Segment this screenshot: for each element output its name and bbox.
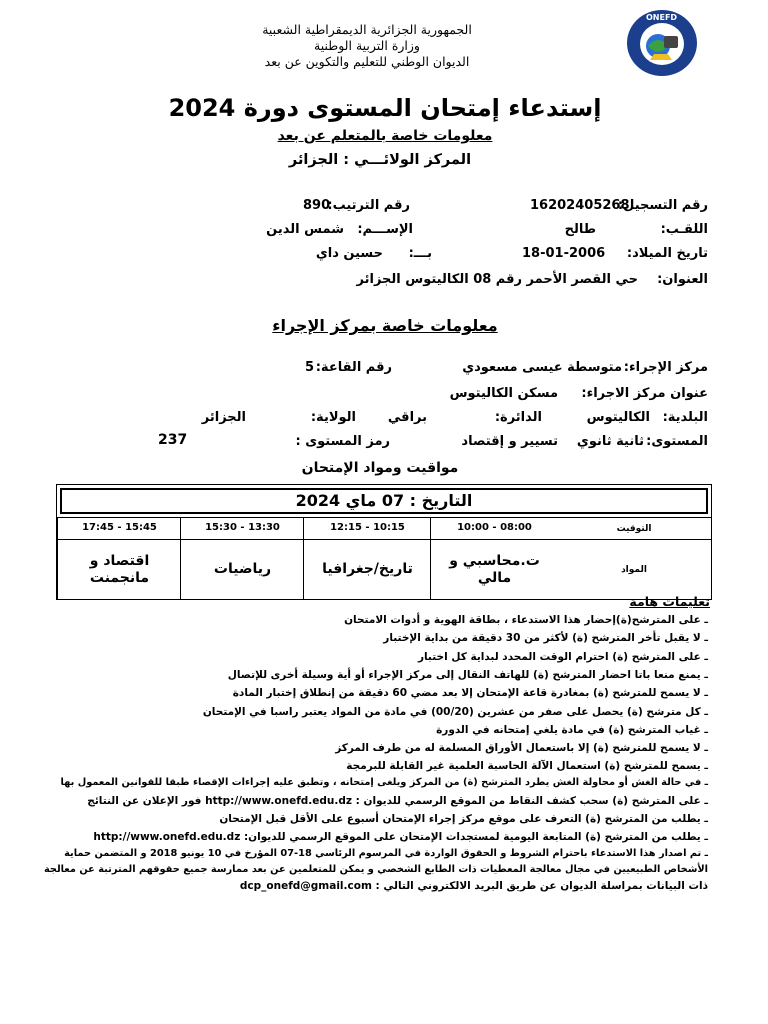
level-label: المستوى: — [646, 434, 708, 449]
instruction-item: ـ غياب المترشح (ة) في مادة يلغي إمتحانه في الدورة — [436, 724, 708, 736]
logo-text: ONEFD — [646, 13, 678, 22]
time-slot-3: 13:30 - 15:30 — [180, 517, 304, 539]
time-slot-4: 15:45 - 17:45 — [57, 517, 181, 539]
room-value: 5 — [305, 360, 315, 375]
subject-2: تاريخ/جغرافيا — [303, 539, 431, 599]
firstname-value: شمس الدين — [266, 222, 344, 237]
subject-3: رياضيات — [180, 539, 304, 599]
reg-number-value: 16202405268 — [530, 198, 630, 213]
schedule-table — [56, 484, 712, 600]
time-slot-1: 08:00 - 10:00 — [430, 517, 558, 539]
wilaya-label: الولاية: — [310, 410, 356, 425]
regional-center: المركز الولائـــي : الجزائر — [288, 152, 472, 168]
subject-1: ت.محاسبي و مالي — [430, 539, 558, 599]
instruction-item: ـ يطلب من المترشح (ة) المتابعة اليومية لمستجدات الإمتحان على الموقع الرسمي للديوان: http://www.onefd.edu.dz — [93, 831, 708, 843]
instruction-item: ـ لا يسمح للمترشح (ة) إلا باستعمال الأوراق المسلمة له من طرف المركز — [335, 742, 708, 754]
daira-label: الدائرة: — [494, 410, 542, 425]
address-label: العنوان: — [657, 272, 708, 287]
instruction-item: ـ تم اصدار هذا الاستدعاء باحترام الشروط و الحقوق الواردة في المرسوم الرئاسي 18-07 المؤرخ في 10 يونيو 2018 و المتضمن حماية — [64, 848, 708, 859]
address-value: حي القصر الأحمر رقم 08 الكاليتوس الجزائر — [356, 272, 638, 287]
exam-center-address-label: عنوان مركز الاجراء: — [581, 386, 708, 401]
instruction-item: ـ يمنع منعا باتا احضار المترشح (ة) للهاتف النقال إلى مركز الإجراء أو أية وسيلة أخرى للإتصال — [227, 669, 708, 681]
level-code-value: 237 — [158, 432, 188, 448]
instruction-item: الأشخاص الطبيعيين في مجال معالجة المعطيات ذات الطابع الشخصي و يمكن للمتعلمين عن بعد ممارسة جميع حقوقهم المترتبة عن معالجة — [43, 864, 708, 875]
reg-number-label: رقم التسجيل: — [617, 198, 708, 213]
instruction-item: ـ يسمح للمترشح (ة) استعمال الآلة الحاسبة العلمية غير القابلة للبرمجة — [346, 760, 708, 772]
level-code-label: رمز المستوى : — [295, 434, 390, 449]
exam-center-label: مركز الإجراء: — [623, 360, 708, 375]
subject-label-cell: المواد — [557, 539, 711, 599]
time-slot-2: 10:15 - 12:15 — [303, 517, 431, 539]
lastname-label: اللقـب: — [660, 222, 708, 237]
wilaya-value: الجزائر — [201, 410, 246, 425]
stream-value: تسيير و إقتصاد — [461, 434, 558, 449]
exam-center-value: متوسطة عيسى مسعودي — [462, 360, 622, 375]
exam-center-address-value: مسكن الكاليتوس — [449, 386, 558, 401]
government-header — [262, 22, 472, 70]
dob-label: تاريخ الميلاد: — [626, 246, 708, 261]
lastname-value: طالح — [564, 222, 596, 237]
exam-date: التاريخ : 07 ماي 2024 — [60, 488, 708, 514]
daira-value: براقي — [387, 410, 427, 425]
page-title: إستدعاء إمتحان المستوى دورة 2024 — [168, 94, 602, 122]
commune-value: الكاليتوس — [586, 410, 650, 425]
level-value: ثانية ثانوي — [576, 434, 644, 449]
firstname-label: الإســـم: — [357, 222, 413, 237]
schedule-title: مواقيت ومواد الإمتحان — [301, 460, 459, 476]
instruction-item: ـ كل مترشح (ة) يحصل على صفر من عشرين (00/20) في مادة من المواد يعتبر راسبا في الإمتحان — [202, 706, 708, 718]
header-line-ministry: وزارة التربية الوطنية — [314, 38, 420, 53]
pob-value: حسين داي — [315, 246, 383, 261]
commune-label: البلدية: — [662, 410, 708, 425]
rank-value: 890 — [303, 198, 331, 213]
instruction-item: ـ على المترشح (ة) سحب كشف النقاط من الموقع الرسمي للديوان : http://www.onefd.edu.dz فور الإعلان عن النتائج — [87, 795, 708, 807]
dob-value: 18-01-2006 — [522, 246, 606, 261]
header-line-office: الديوان الوطني للتعليم والتكوين عن بعد — [264, 54, 470, 69]
header-line-republic: الجمهورية الجزائرية الديمقراطية الشعبية — [262, 22, 472, 37]
exam-center-section-title: معلومات خاصة بمركز الإجراء — [272, 316, 498, 335]
room-label: رقم القاعة: — [315, 360, 392, 375]
instruction-item: ـ يطلب من المترشح (ة) التعرف على موقع مركز إجراء الإمتحان أسبوع على الأقل قبل الإمتحان — [219, 813, 708, 825]
instruction-item: ـ لا يقبل تأخر المترشح (ة) لأكثر من 30 دقيقة من بداية الإختبار — [383, 632, 708, 644]
subject-4: اقتصاد و مانجمنت — [57, 539, 181, 599]
instruction-item: ـ في حالة الغش أو محاولة الغش يطرد المترشح (ة) من المركز ويلغى إمتحانه ، وتطبق عليه إجراءات الإقصاء طبقا للقوانين المعمول بها — [60, 777, 708, 788]
pob-label: بـــ: — [408, 246, 432, 261]
time-label-cell: التوقيت — [557, 517, 711, 539]
learner-info-subtitle: معلومات خاصة بالمتعلم عن بعد — [277, 128, 493, 144]
rank-label: رقم الترتيب: — [327, 198, 410, 213]
instruction-item: ـ لا يسمح للمترشح (ة) بمغادرة قاعة الإمتحان إلا بعد مضي 60 دقيقة من إنطلاق إختبار المادة — [232, 687, 708, 699]
instructions-title: تعليمات هامة — [629, 594, 710, 609]
instruction-item: ذات البيانات بمراسلة الديوان عن طريق البريد الالكتروني التالي : dcp_onefd@gmail.com — [239, 880, 708, 892]
instruction-item: ـ على المترشح(ة)إحضار هذا الاستدعاء ، بطاقة الهوية و أدوات الامتحان — [344, 614, 708, 626]
instruction-item: ـ على المترشح (ة) احترام الوقت المحدد لبداية كل اختبار — [417, 651, 708, 663]
onefd-logo — [624, 8, 700, 78]
